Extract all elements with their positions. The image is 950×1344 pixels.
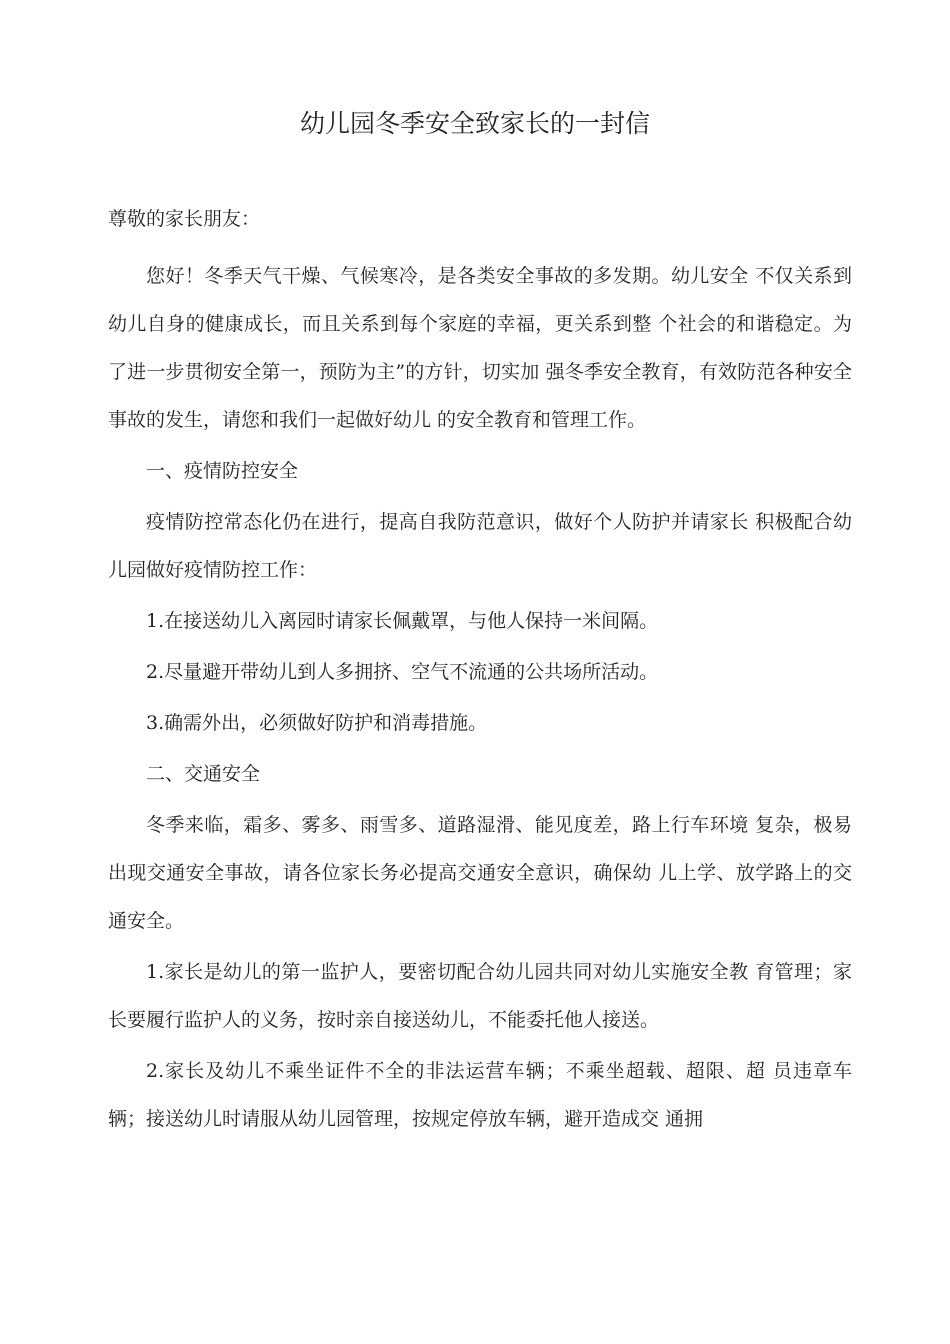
list-item: 1.家长是幼儿的第一监护人，要密切配合幼儿园共同对幼儿实施安全教 育管理；家长要履行监护人的义务，按时亲自接送幼儿，不能委托他人接送。 (108, 961, 852, 1031)
document-body (108, 252, 852, 1143)
list-item: 2.尽量避开带幼儿到人多拥挤、空气不流通的公共场所活动。 (146, 661, 659, 683)
paragraph-intro: 您好！冬季天气干燥、气候寒冷，是各类安全事故的多发期。幼儿安全 不仅关系到幼儿自身的健康成长，而且关系到每个家庭的幸福，更关系到整 个社会的和谐稳定。为了进一步贯彻安全第一，预防为主”的方针，切实加 强冬季安全教育，有效防范各种安全事故的发生，请您和我们一起做好幼儿 的安全教育和管理工作。 (108, 265, 852, 431)
section-heading-epidemic: 一、疫情防控安全 (146, 460, 299, 482)
paragraph-epidemic: 疫情防控常态化仍在进行，提高自我防范意识，做好个人防护并请家长 积极配合幼儿园做好疫情防控工作： (108, 511, 852, 581)
section-heading-traffic: 二、交通安全 (146, 763, 261, 785)
paragraph-traffic: 冬季来临，霜多、雾多、雨雪多、道路湿滑、能见度差，路上行车环境 复杂，极易出现交通安全事故，请各位家长务必提高交通安全意识，确保幼 儿上学、放学路上的交通安全。 (108, 814, 852, 932)
salutation: 尊敬的家长朋友： (108, 208, 261, 230)
list-item: 1.在接送幼儿入离园时请家长佩戴罩，与他人保持一米间隔。 (146, 610, 659, 632)
document-title: 幼儿园冬季安全致家长的一封信 (299, 109, 650, 138)
list-item: 3.确需外出，必须做好防护和消毒措施。 (146, 712, 488, 734)
list-item: 2.家长及幼儿不乘坐证件不全的非法运营车辆；不乘坐超载、超限、超 员违章车辆；接送幼儿时请服从幼儿园管理，按规定停放车辆，避开造成交 通拥 (108, 1060, 852, 1130)
